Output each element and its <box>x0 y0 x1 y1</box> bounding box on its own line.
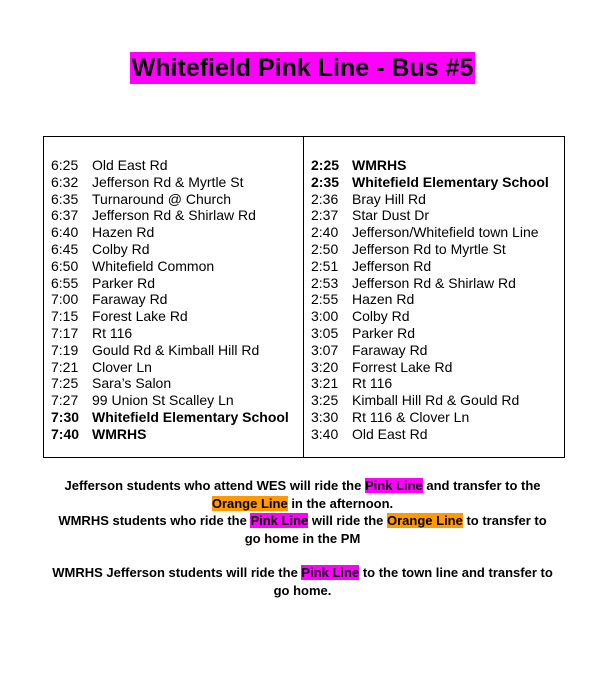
stop-name: Star Dust Dr <box>352 207 430 224</box>
page-title: Whitefield Pink Line - Bus #5 <box>131 54 474 82</box>
pink-line-highlight: Pink Line <box>250 513 309 528</box>
note-text: WMRHS Jefferson students will ride the <box>52 565 302 580</box>
stop-name: Kimball Hill Rd & Gould Rd <box>352 392 520 409</box>
stop-name: Jefferson Rd to Myrtle St <box>352 240 506 257</box>
note-text: WMRHS students who ride the <box>58 513 251 528</box>
schedule-row <box>51 409 303 426</box>
stop-name: Forest Lake Rd <box>92 308 188 325</box>
stop-name: Hazen Rd <box>92 224 155 241</box>
stop-time: 2:55 <box>311 291 339 308</box>
schedule-row <box>51 392 303 409</box>
stop-name: Turnaround @ Church <box>92 190 231 207</box>
stop-time: 6:37 <box>51 207 79 224</box>
stop-time: 2:51 <box>311 257 339 274</box>
schedule-row <box>311 174 564 191</box>
stop-time: 3:05 <box>311 324 339 341</box>
stop-name: Hazen Rd <box>352 291 415 308</box>
stop-name: Jefferson/Whitefield town Line <box>352 224 539 241</box>
schedule-row <box>51 174 303 191</box>
schedule-row <box>311 426 564 443</box>
schedule-row <box>51 308 303 325</box>
stop-time: 7:30 <box>51 408 80 425</box>
stop-time: 2:25 <box>311 157 340 173</box>
stop-name: Old East Rd <box>92 157 168 173</box>
stop-time: 6:45 <box>51 240 79 257</box>
stop-time: 2:37 <box>311 207 339 224</box>
schedule-row <box>311 308 564 325</box>
schedule-row <box>51 275 303 292</box>
stop-time: 3:20 <box>311 358 339 375</box>
schedule-row <box>51 375 303 392</box>
stop-name: 99 Union St Scalley Ln <box>92 392 234 409</box>
stop-time: 7:00 <box>51 291 79 308</box>
stop-time: 7:27 <box>51 392 79 409</box>
schedule-row <box>311 392 564 409</box>
note-text: Jefferson students who attend WES will ride the <box>64 478 365 493</box>
schedule-row <box>51 191 303 208</box>
stop-name: Jefferson Rd & Shirlaw Rd <box>92 207 256 224</box>
note-text: to transfer to <box>462 513 547 528</box>
schedule-row <box>311 375 564 392</box>
pink-line-highlight: Pink Line <box>301 565 360 580</box>
stop-time: 6:50 <box>51 257 79 274</box>
stop-name: Rt 116 <box>92 324 133 341</box>
note-text: go home. <box>273 582 332 598</box>
stop-time: 2:53 <box>311 274 339 291</box>
stop-time: 7:25 <box>51 375 79 392</box>
schedule-row <box>51 291 303 308</box>
stop-name: Old East Rd <box>352 425 428 442</box>
stop-time: 6:55 <box>51 274 79 291</box>
schedule-row <box>51 241 303 258</box>
schedule-row <box>311 191 564 208</box>
stop-time: 2:50 <box>311 240 339 257</box>
schedule-row <box>51 157 303 174</box>
pink-line-highlight: Pink Line <box>364 478 423 493</box>
schedule-row <box>311 342 564 359</box>
stop-time: 7:40 <box>51 425 80 442</box>
schedule-row <box>51 325 303 342</box>
stop-time: 7:19 <box>51 341 79 358</box>
note-wes-transfer <box>0 477 605 512</box>
orange-line-highlight: Orange Line <box>387 513 463 528</box>
stop-time: 7:21 <box>51 358 79 375</box>
stop-name: Bray Hill Rd <box>352 190 426 207</box>
schedule-row <box>311 241 564 258</box>
schedule-row <box>51 426 303 443</box>
schedule-row <box>51 359 303 376</box>
stop-name: Clover Ln <box>92 358 152 375</box>
schedule-table <box>43 136 565 458</box>
stop-time: 6:25 <box>51 157 79 173</box>
stop-time: 2:40 <box>311 224 339 241</box>
stop-name: Forrest Lake Rd <box>352 358 453 375</box>
stop-time: 2:36 <box>311 190 339 207</box>
note-wmrhs-transfer <box>0 512 605 547</box>
stop-name: WMRHS <box>92 425 147 442</box>
stop-name: Faraway Rd <box>352 341 428 358</box>
schedule-row <box>51 258 303 275</box>
spacer <box>0 547 605 564</box>
notes-section <box>0 477 605 599</box>
stop-name: Colby Rd <box>352 308 410 325</box>
schedule-row <box>51 224 303 241</box>
schedule-row <box>51 342 303 359</box>
stop-name: Gould Rd & Kimball Hill Rd <box>92 341 260 358</box>
stop-name: Faraway Rd <box>92 291 168 308</box>
stop-time: 3:25 <box>311 392 339 409</box>
stop-time: 3:21 <box>311 375 339 392</box>
stop-time: 7:15 <box>51 308 79 325</box>
stop-time: 3:30 <box>311 408 339 425</box>
stop-name: WMRHS <box>352 157 407 173</box>
stop-time: 3:40 <box>311 425 339 442</box>
note-text: to the town line and transfer to <box>359 565 553 580</box>
stop-name: Sara’s Salon <box>92 375 172 392</box>
note-text: and transfer to the <box>422 478 541 493</box>
title-container <box>0 52 605 84</box>
stop-time: 2:35 <box>311 173 340 190</box>
stop-name: Jefferson Rd & Myrtle St <box>92 173 244 190</box>
stop-name: Jefferson Rd & Shirlaw Rd <box>352 274 516 291</box>
stop-time: 3:07 <box>311 341 339 358</box>
note-text: go home in the PM <box>244 530 361 546</box>
note-wmrhs-jefferson <box>0 564 605 599</box>
stop-name: Whitefield Common <box>92 257 215 274</box>
schedule-row <box>311 258 564 275</box>
stop-name: Rt 116 <box>352 375 393 392</box>
schedule-row <box>51 207 303 224</box>
afternoon-column <box>304 137 564 457</box>
stop-name: Whitefield Elementary School <box>92 408 289 425</box>
stop-time: 6:32 <box>51 173 79 190</box>
stop-name: Whitefield Elementary School <box>352 173 549 190</box>
stop-name: Parker Rd <box>352 324 416 341</box>
schedule-row <box>311 291 564 308</box>
stop-time: 6:40 <box>51 224 79 241</box>
stop-time: 7:17 <box>51 324 79 341</box>
schedule-row <box>311 224 564 241</box>
orange-line-highlight: Orange Line <box>211 495 288 511</box>
schedule-row <box>311 275 564 292</box>
schedule-row <box>311 207 564 224</box>
note-text: in the afternoon. <box>287 495 394 511</box>
schedule-row <box>311 409 564 426</box>
stop-time: 6:35 <box>51 190 79 207</box>
note-text: will ride the <box>308 513 387 528</box>
stop-name: Rt 116 & Clover Ln <box>352 408 470 425</box>
schedule-row <box>311 359 564 376</box>
stop-name: Jefferson Rd <box>352 257 432 274</box>
schedule-row <box>311 157 564 174</box>
stop-time: 3:00 <box>311 308 339 325</box>
stop-name: Parker Rd <box>92 274 156 291</box>
morning-column <box>44 137 304 457</box>
stop-name: Colby Rd <box>92 240 150 257</box>
schedule-row <box>311 325 564 342</box>
